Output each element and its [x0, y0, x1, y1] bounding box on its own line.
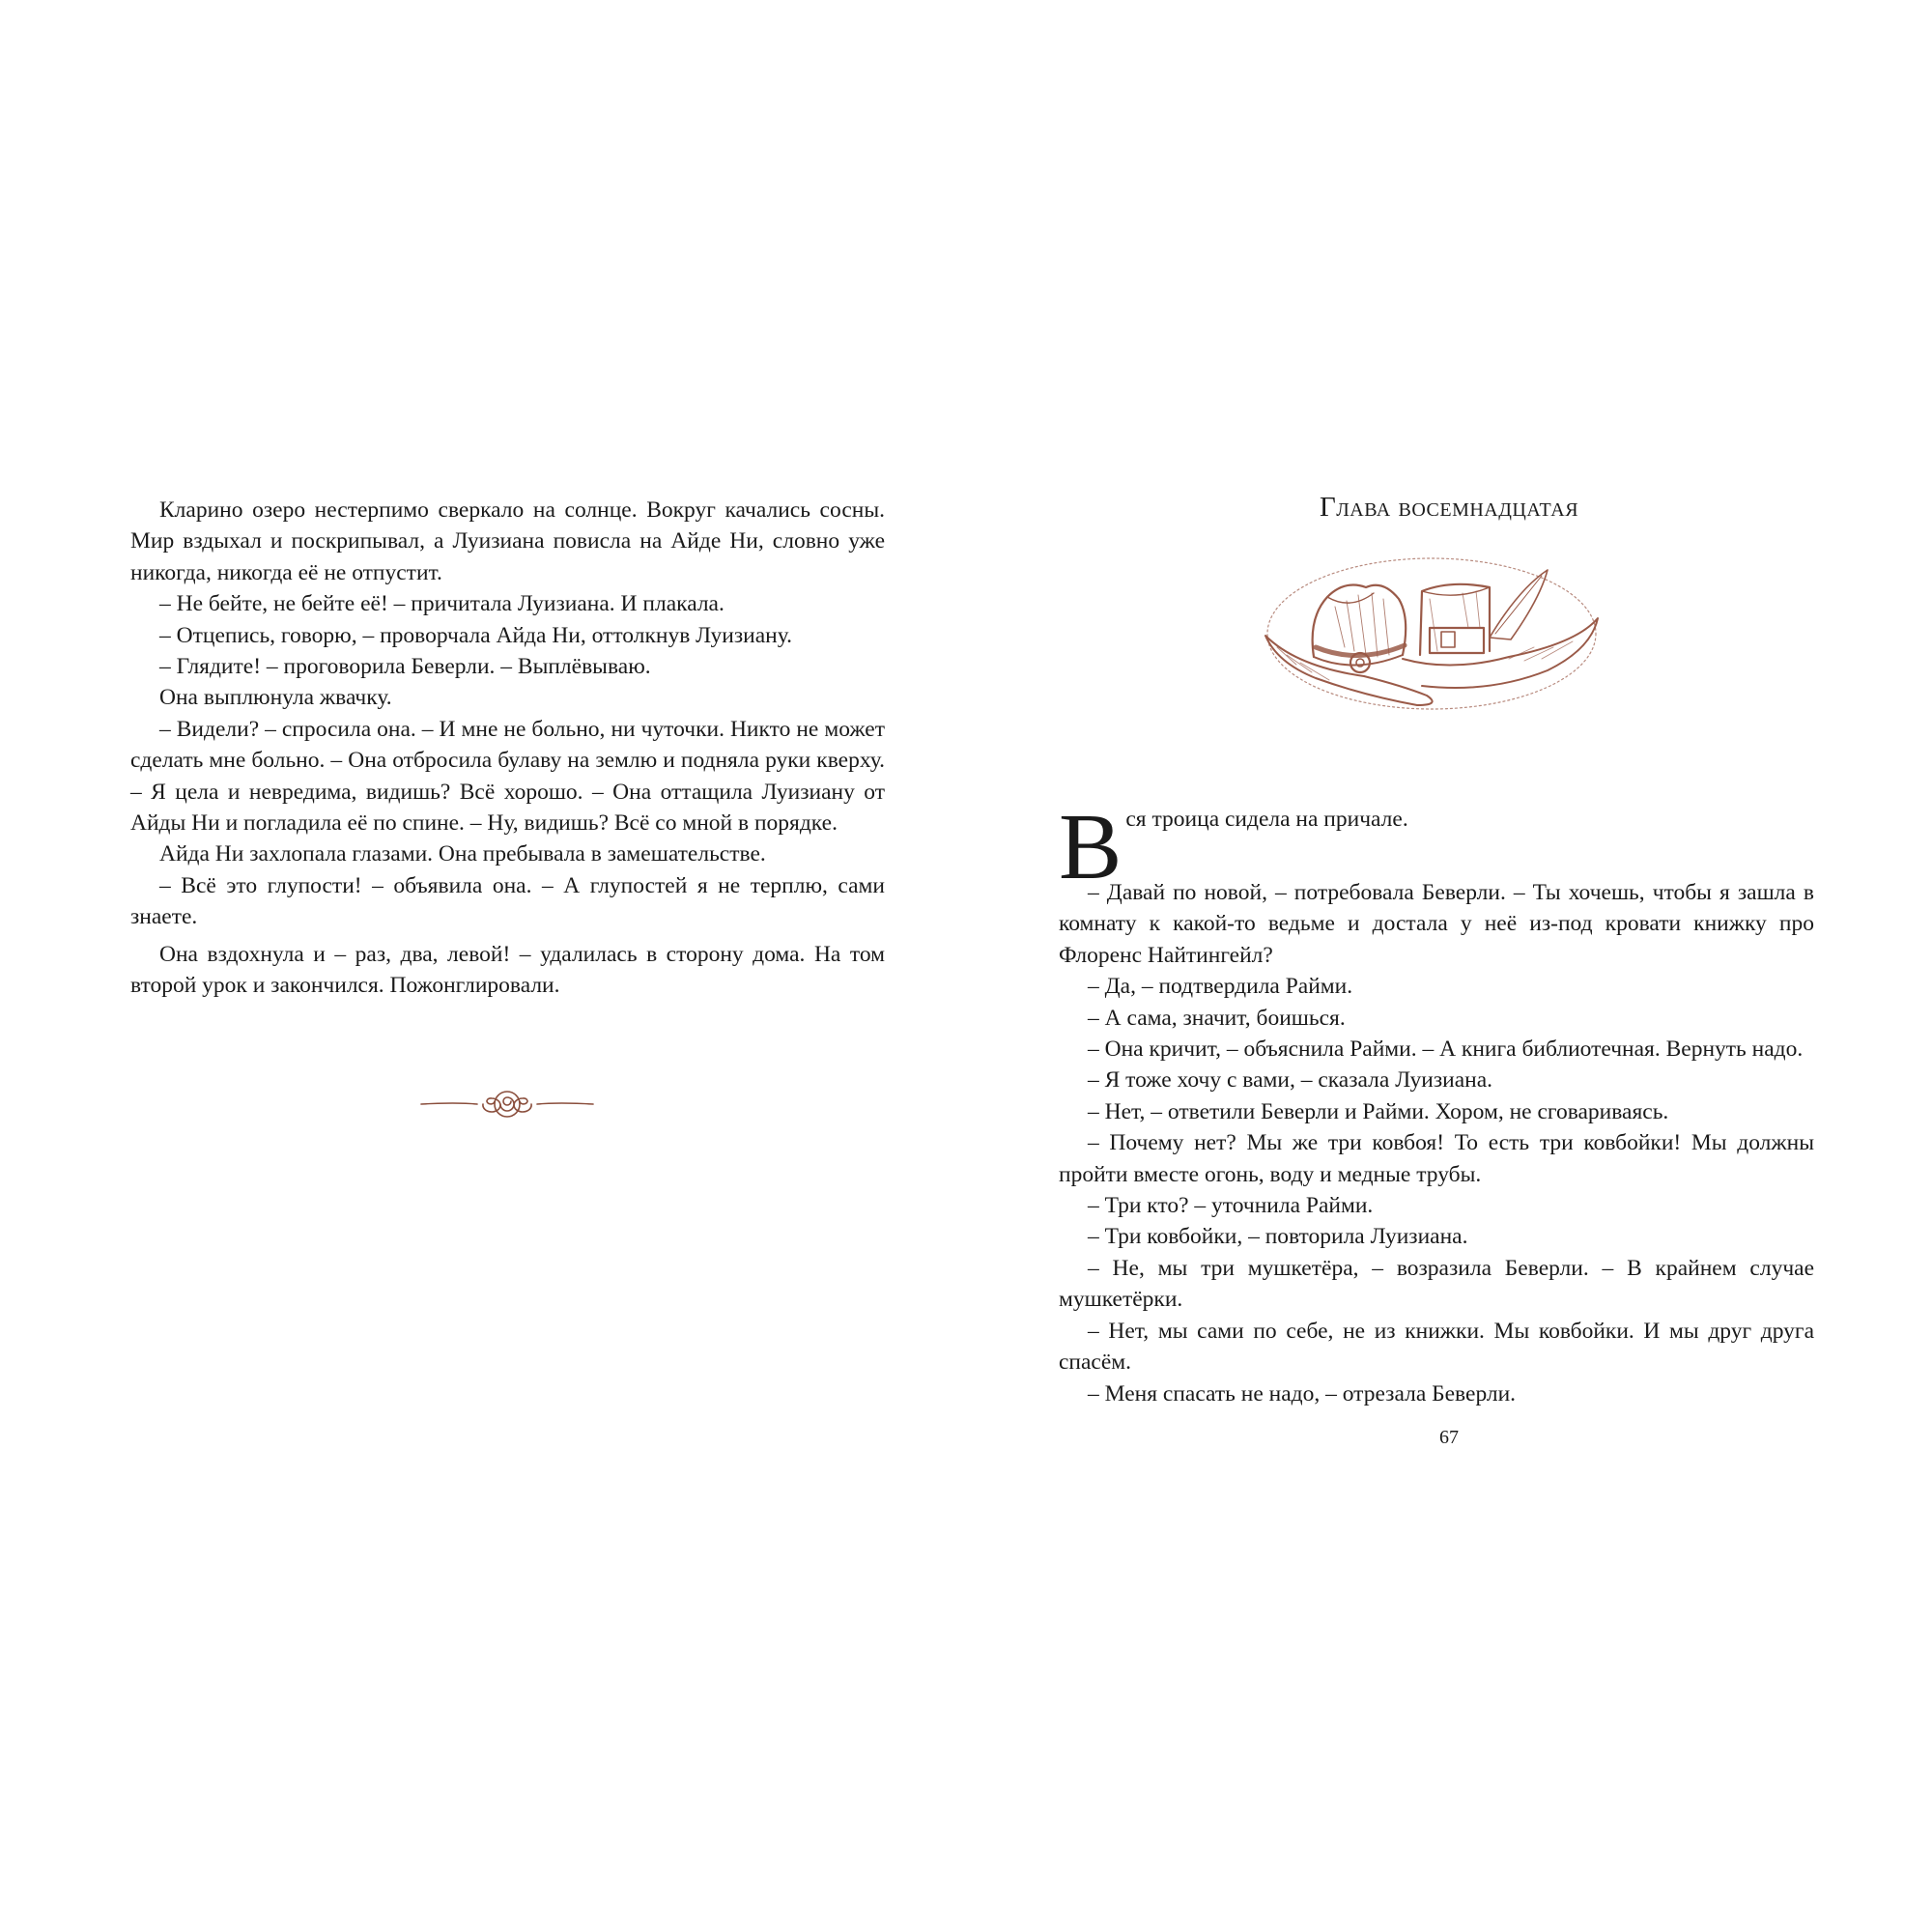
- paragraph: – Всё это глупости! – объявила она. – А глупостей я не терплю, сами знаете.: [130, 872, 885, 930]
- right-page: [966, 0, 1932, 1932]
- paragraph: – Три кто? – уточнила Райми.: [1088, 1193, 1374, 1219]
- paragraph: – Глядите! – проговорила Беверли. – Выплёвываю.: [159, 654, 651, 680]
- paragraph: – Нет, – ответили Беверли и Райми. Хором, не сговариваясь.: [1088, 1098, 1669, 1124]
- page-number: 67: [1439, 1427, 1459, 1448]
- chapter-title: Глава восемнадцатая: [1319, 492, 1579, 523]
- drop-cap: В: [1059, 795, 1122, 899]
- right-page-text: [1059, 795, 1814, 1409]
- paragraph: – А сама, значит, боишься.: [1088, 1005, 1346, 1031]
- paragraph: Айда Ни захлопала глазами. Она пребывала в замешательстве.: [159, 841, 766, 867]
- paragraph: – Давай по новой, – потребовала Беверли. – Ты хочешь, чтобы я зашла в комнату к какой-то ведьме и достала у неё из-под кровати книжку про Флоренс Найтингейл?: [1059, 880, 1814, 968]
- opening-paragraph: [1059, 795, 1814, 899]
- paragraph: – Нет, мы сами по себе, не из книжки. Мы ковбойки. И мы друг друга спасём.: [1059, 1318, 1814, 1376]
- paragraph: Она выплюнула жвачку.: [159, 685, 392, 711]
- swirl-ornament-icon: [417, 1088, 597, 1121]
- paragraph: – Да, – подтвердила Райми.: [1088, 974, 1353, 1000]
- paragraph: – Я тоже хочу с вами, – сказала Луизиана.: [1088, 1067, 1493, 1094]
- paragraph: – Не, мы три мушкетёра, – возразила Беверли. – В крайнем случае мушкетёрки.: [1059, 1255, 1814, 1313]
- paragraph: – Отцепись, говорю, – проворчала Айда Ни, оттолкнув Луизиану.: [159, 622, 792, 648]
- paragraph: – Не бейте, не бейте её! – причитала Луизиана. И плакала.: [159, 591, 724, 617]
- left-page-text: [130, 495, 885, 1002]
- cowboy-hats-illustration-icon: [1258, 551, 1605, 724]
- paragraph: Она вздохнула и – раз, два, левой! – удалилась в сторону дома. На том второй урок и закончился. Пожонглировали.: [130, 941, 885, 999]
- paragraph: Кларино озеро нестерпимо сверкало на солнце. Вокруг качались сосны. Мир вздыхал и поскрипывал, а Луизиана повисла на Айде Ни, словно уже никогда, никогда её не отпустит.: [130, 497, 885, 585]
- paragraph: – Почему нет? Мы же три ковбоя! То есть три ковбойки! Мы должны пройти вместе огонь, воду и медные трубы.: [1059, 1130, 1814, 1187]
- opening-text: ся троица сидела на причале.: [1125, 807, 1408, 832]
- paragraph: – Три ковбойки, – повторила Луизиана.: [1088, 1224, 1468, 1250]
- paragraph: – Видели? – спросила она. – И мне не больно, ни чуточки. Никто не может сделать мне больно. – Она отбросила булаву на землю и подняла руки кверху. – Я цела и невредима, видишь? Всё хорошо. – Она оттащила Луизиану от Айды Ни и погладила её по спине. – Ну, видишь? Всё со мной в порядке.: [130, 716, 885, 837]
- paragraph: – Меня спасать не надо, – отрезала Беверли.: [1088, 1380, 1517, 1406]
- paragraph: – Она кричит, – объяснила Райми. – А книга библиотечная. Вернуть надо.: [1088, 1037, 1804, 1063]
